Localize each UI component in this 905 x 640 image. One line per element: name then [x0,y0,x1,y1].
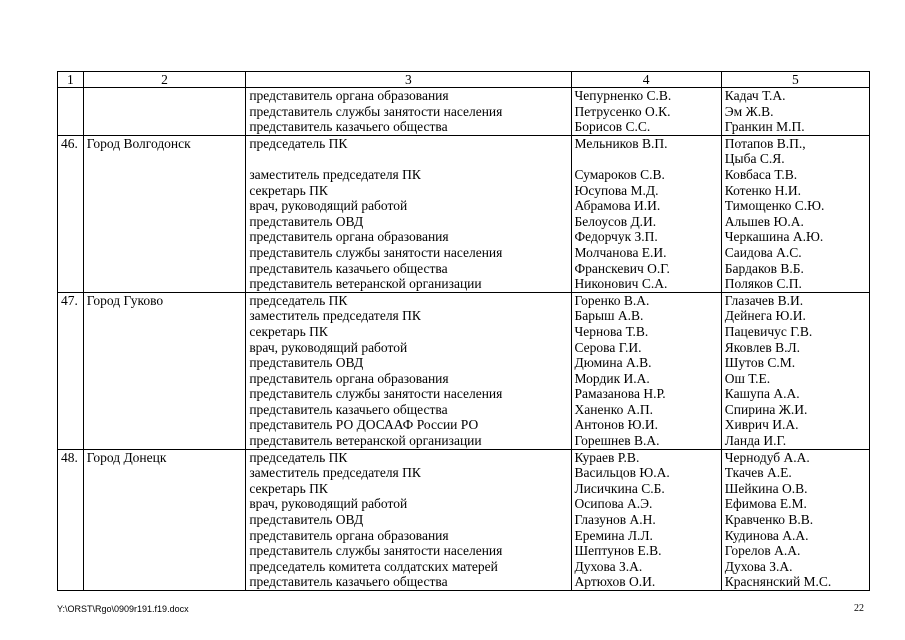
member-name: Чепурненко С.В. [574,88,672,103]
reserve-name: Саидова А.С. [724,244,802,260]
member-name: Чернова Т.В. [574,323,649,339]
role-line: представитель органа образования [249,527,449,543]
role-line [249,151,567,167]
city-name: Город Донецк [83,449,246,590]
reserve-list [721,135,869,292]
reserve-name: Ланда И.Г. [724,433,787,449]
role-line: представитель службы занятости населения [249,244,503,260]
header-col-1: 1 [58,72,84,88]
role-line: врач, руководящий работой [249,339,408,355]
footer-file-path: Y:\ORST\Rgo\0909r191.f19.docx [57,604,189,614]
role-line: председатель ПК [249,449,348,465]
role-list [246,292,571,449]
member-name: Барыш А.В. [574,308,644,324]
member-name: Артюхов О.И. [574,574,656,590]
header-col-5: 5 [721,72,869,88]
row-number: 48. [58,449,84,590]
row-number: 46. [58,135,84,292]
role-line: врач, руководящий работой [249,496,408,512]
member-name: Ханенко А.П. [574,401,653,417]
role-line: представитель органа образования [249,88,449,103]
table-body [58,88,870,591]
role-line: представитель ОВД [249,512,364,528]
reserve-name: Глазачев В.И. [724,292,804,308]
header-col-3: 3 [246,72,571,88]
table-row [58,292,870,449]
member-name: Молчанова Е.И. [574,244,667,260]
reserve-name: Эм Ж.В. [724,103,774,119]
reserve-name: Краснянский М.С. [724,574,832,590]
member-name: Франскевич О.Г. [574,260,670,276]
role-list [246,88,571,136]
reserve-name: Ковбаса Т.В. [724,166,798,182]
role-list [246,449,571,590]
member-name: Мордик И.А. [574,370,650,386]
reserve-name: Яковлев В.Л. [724,339,800,355]
role-line: председатель комитета солдатских матерей [249,558,498,574]
row-number: 47. [58,292,84,449]
member-name: Мельников В.П. [574,135,668,151]
reserve-name: Шейкина О.В. [724,480,808,496]
reserve-name: Кашупа А.А. [724,386,800,402]
reserve-name: Потапов В.П., [724,135,806,151]
reserve-name: Хиврич И.А. [724,417,799,433]
reserve-name: Цыба С.Я. [724,151,785,167]
member-name: Лисичкина С.Б. [574,480,665,496]
role-line: председатель ПК [249,292,348,308]
reserve-name: Чернодуб А.А. [724,449,810,465]
table-row [58,449,870,590]
role-line: заместитель председателя ПК [249,465,421,481]
member-name: Дюмина А.В. [574,355,652,371]
member-name: Абрамова И.И. [574,198,661,214]
member-name: Шептунов Е.В. [574,543,662,559]
reserve-name: Ош Т.Е. [724,370,771,386]
footer-page-number: 22 [854,603,864,614]
reserve-name: Кравченко В.В. [724,512,814,528]
member-name: Горенко В.А. [574,292,650,308]
member-name: Еремина Л.Л. [574,527,653,543]
reserve-name: Горелов А.А. [724,543,801,559]
member-list [571,88,721,136]
role-line: представитель органа образования [249,370,449,386]
reserve-name: Бардаков В.Б. [724,260,804,276]
reserve-name: Спирина Ж.И. [724,401,808,417]
commission-table [57,71,870,591]
reserve-name: Ткачев А.Е. [724,465,792,481]
role-line: представитель органа образования [249,229,449,245]
role-list [246,135,571,292]
reserve-list [721,292,869,449]
role-line: представитель казачьего общества [249,401,448,417]
member-name: Юсупова М.Д. [574,182,659,198]
reserve-name: Ефимова Е.М. [724,496,807,512]
member-name: Федорчук З.П. [574,229,658,245]
role-line: председатель ПК [249,135,348,151]
reserve-name: Гранкин М.П. [724,119,805,135]
member-name: Васильцов Ю.А. [574,465,670,481]
member-name: Глазунов А.Н. [574,512,656,528]
reserve-name: Пацевичус Г.В. [724,323,813,339]
header-row [58,72,870,88]
header-col-4: 4 [571,72,721,88]
member-list [571,449,721,590]
table-row [58,135,870,292]
reserve-name: Духова З.А. [724,558,793,574]
reserve-name: Дейнега Ю.И. [724,308,806,324]
role-line: врач, руководящий работой [249,198,408,214]
header-col-2: 2 [83,72,246,88]
role-line: представитель ОВД [249,355,364,371]
member-name: Белоусов Д.И. [574,213,657,229]
member-name: Петрусенко О.К. [574,103,671,119]
city-name: Город Гуково [83,292,246,449]
table-header [58,72,870,88]
role-line: заместитель председателя ПК [249,166,421,182]
reserve-name: Шутов С.М. [724,355,796,371]
role-line: представитель службы занятости населения [249,543,503,559]
member-name: Сумароков С.В. [574,166,665,182]
role-line: представитель службы занятости населения [249,103,503,119]
member-list [571,135,721,292]
member-name: Духова З.А. [574,558,643,574]
table-row [58,88,870,136]
reserve-list [721,449,869,590]
member-name: Антонов Ю.И. [574,417,659,433]
member-name: Рамазанова Н.Р. [574,386,666,402]
role-line: представитель казачьего общества [249,260,448,276]
reserve-name: Тимощенко С.Ю. [724,198,825,214]
role-line: представитель службы занятости населения [249,386,503,402]
role-line: секретарь ПК [249,182,328,198]
role-line: заместитель председателя ПК [249,308,421,324]
member-name: Никонович С.А. [574,276,668,292]
reserve-name: Альшев Ю.А. [724,213,804,229]
member-name: Кураев Р.В. [574,449,640,465]
reserve-name: Черкашина А.Ю. [724,229,824,245]
member-name: Серова Г.И. [574,339,642,355]
role-line: представитель ветеранской организации [249,433,482,449]
role-line: представитель ветеранской организации [249,276,482,292]
reserve-name: Кадач Т.А. [724,88,786,103]
role-line: представитель казачьего общества [249,574,448,590]
member-name [575,151,718,167]
role-line: представитель РО ДОСААФ России РО [249,417,479,433]
member-name: Борисов С.С. [574,119,651,135]
city-name [83,88,246,136]
member-list [571,292,721,449]
reserve-name: Поляков С.П. [724,276,802,292]
role-line: секретарь ПК [249,323,328,339]
member-name: Осипова А.Э. [574,496,653,512]
reserve-name: Кудинова А.А. [724,527,809,543]
role-line: представитель ОВД [249,213,364,229]
member-name: Горешнев В.А. [574,433,660,449]
role-line: представитель казачьего общества [249,119,448,135]
row-number [58,88,84,136]
reserve-list [721,88,869,136]
city-name: Город Волгодонск [83,135,246,292]
role-line: секретарь ПК [249,480,328,496]
reserve-name: Котенко Н.И. [724,182,802,198]
